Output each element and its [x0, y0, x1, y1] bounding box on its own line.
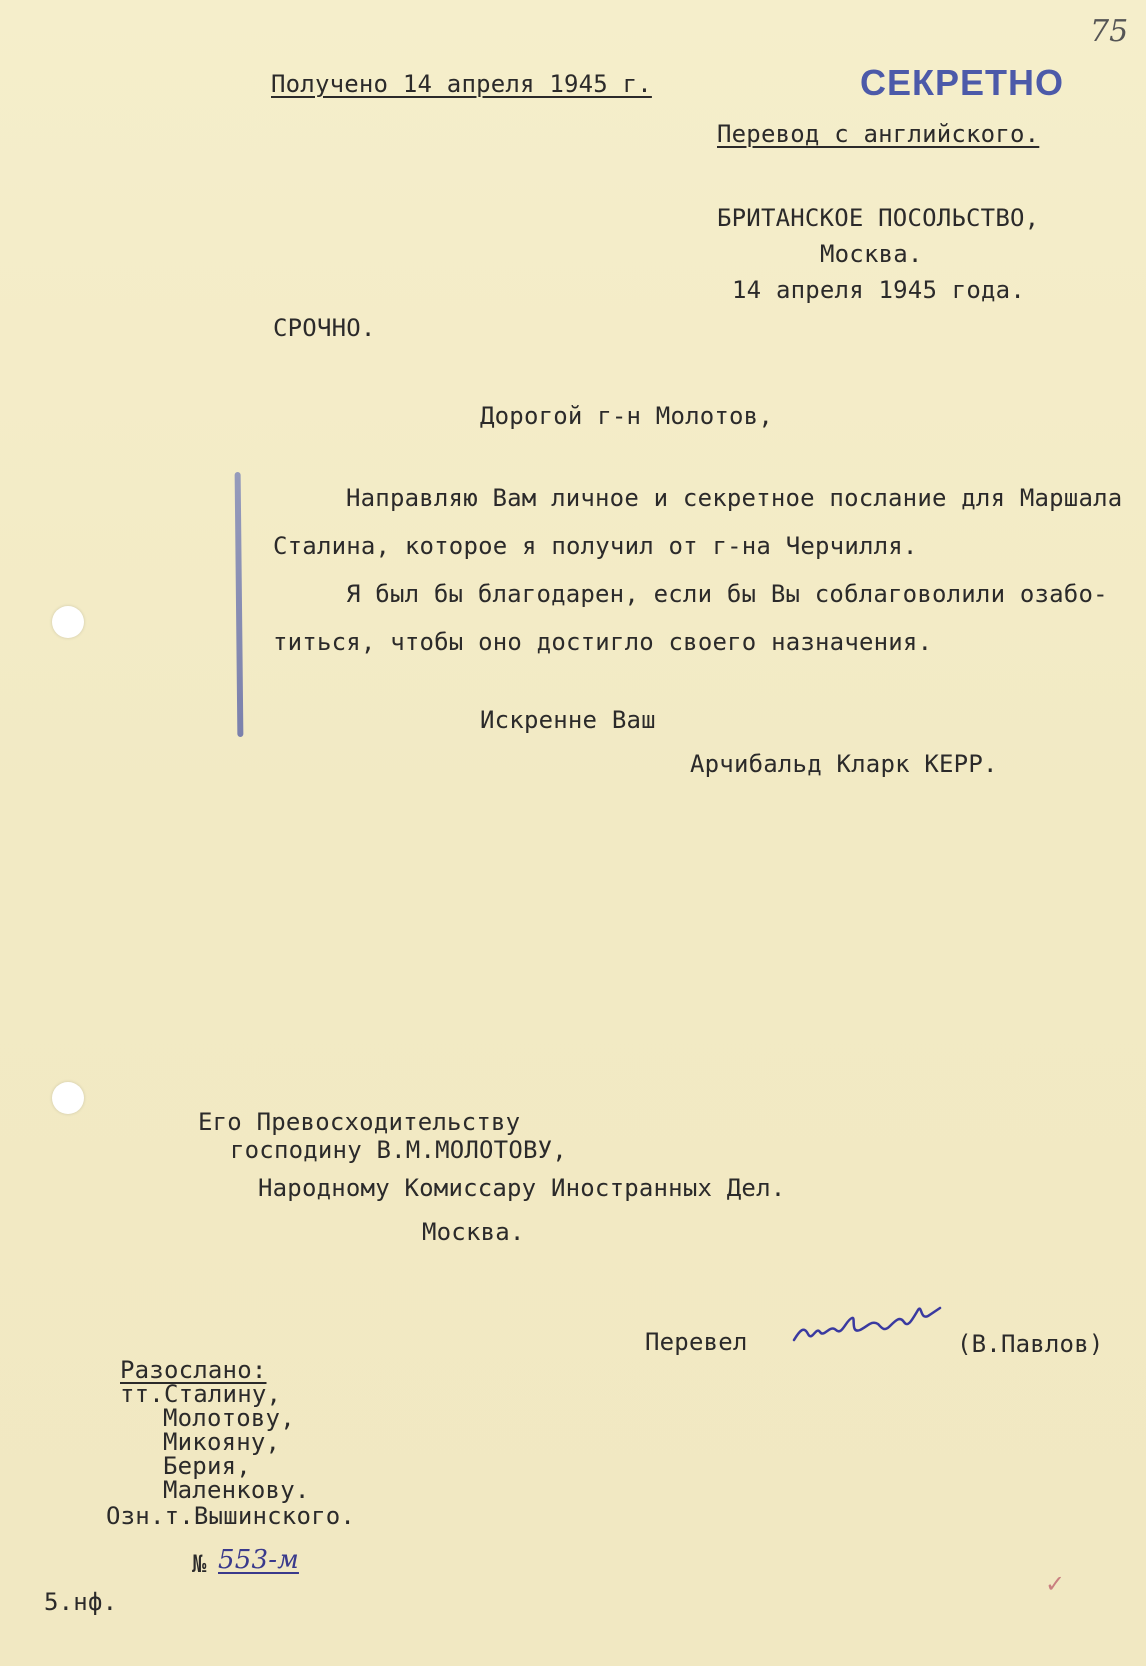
translator-signature	[790, 1290, 950, 1360]
pencil-margin-mark	[235, 472, 244, 737]
salutation: Дорогой г-н Молотов,	[480, 402, 773, 430]
distribution-recipient: тт.Сталину,	[120, 1380, 282, 1408]
copies-note: 5.нф.	[44, 1588, 118, 1616]
addressee-line-4: Москва.	[422, 1218, 525, 1246]
translation-note: Перевод с английского.	[717, 120, 1040, 148]
registration-number-label: №	[192, 1550, 207, 1578]
distribution-recipient: Молотову,	[163, 1404, 295, 1432]
letter-date: 14 апреля 1945 года.	[732, 276, 1025, 304]
urgency-mark: СРОЧНО.	[273, 314, 376, 342]
translator-name: (В.Павлов)	[957, 1330, 1104, 1358]
embassy-city: Москва.	[820, 240, 923, 268]
sheet-number: 75	[1090, 14, 1129, 49]
distribution-note: Озн.т.Вышинского.	[106, 1502, 356, 1530]
distribution-title: Разослано:	[120, 1356, 267, 1384]
punch-hole	[52, 606, 84, 638]
registration-number-value: 553-м	[218, 1545, 299, 1575]
embassy-name: БРИТАНСКОЕ ПОСОЛЬСТВО,	[717, 204, 1040, 232]
punch-hole	[52, 1082, 84, 1114]
distribution-recipient: Берия,	[163, 1452, 251, 1480]
body-paragraph-1-line-1: Направляю Вам личное и секретное послание для Маршала	[346, 484, 1123, 512]
body-paragraph-1-line-2: Сталина, которое я получил от г-на Черчилля.	[273, 532, 918, 560]
distribution-recipient: Микояну,	[163, 1428, 281, 1456]
distribution-recipient: Маленкову.	[163, 1476, 310, 1504]
body-paragraph-2-line-1: Я был бы благодарен, если бы Вы соблаговолили озабо-	[346, 580, 1108, 608]
received-date: Получено 14 апреля 1945 г.	[271, 70, 652, 98]
body-paragraph-2-line-2: титься, чтобы оно достигло своего назначения.	[273, 628, 933, 656]
addressee-line-3: Народному Комиссару Иностранных Дел.	[258, 1174, 786, 1202]
secret-stamp: СЕКРЕТНО	[860, 62, 1064, 103]
closing: Искренне Ваш	[480, 706, 656, 734]
addressee-line-2: господину В.М.МОЛОТОВУ,	[230, 1136, 567, 1164]
addressee-line-1: Его Превосходительству	[198, 1108, 521, 1136]
signatory-name: Арчибальд Кларк КЕРР.	[690, 750, 998, 778]
check-mark-icon: ✓	[1045, 1570, 1066, 1598]
translator-label: Перевел	[645, 1328, 748, 1356]
